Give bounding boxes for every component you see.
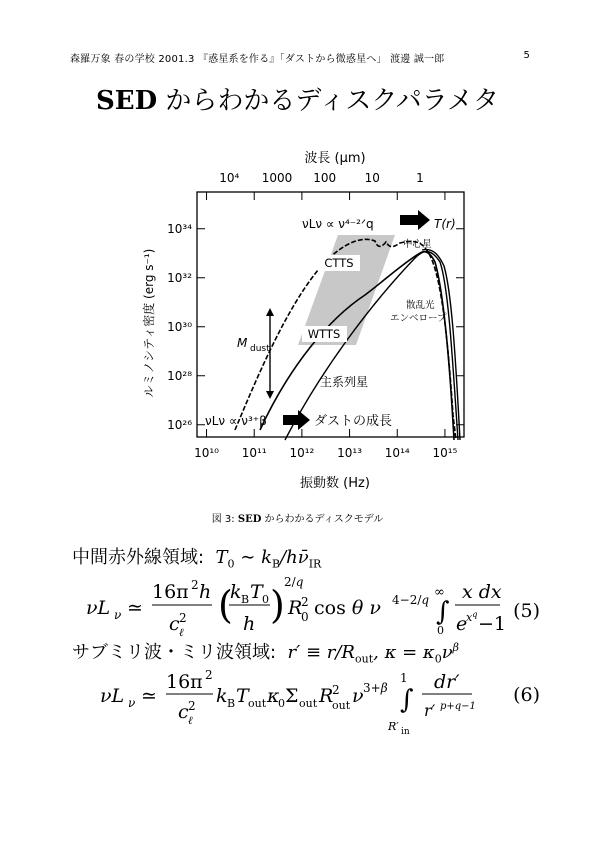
svg-text:≃: ≃	[127, 597, 143, 619]
svg-text:∫: ∫	[400, 685, 414, 715]
mdust-arrow-down	[266, 391, 274, 399]
svg-text:0: 0	[301, 610, 309, 624]
x-tick-label: 10¹⁰	[194, 446, 219, 460]
svg-text:B: B	[227, 697, 236, 710]
running-header	[70, 50, 530, 66]
upper-law-label: νLν ∝ ν⁴⁻²ᐟq	[302, 217, 374, 231]
svg-text:x dx: x dx	[462, 581, 502, 603]
svg-text:νL: νL	[100, 685, 125, 707]
main-sequence-label: 主系列星	[320, 375, 369, 389]
mdust-label: M	[237, 336, 248, 350]
x-tick-label: 10¹³	[337, 446, 363, 460]
svg-text:B: B	[241, 593, 250, 606]
lower-arrow-label: ダストの成長	[314, 414, 393, 429]
top-tick-label: 100	[313, 171, 337, 185]
y-tick-label: 10³⁰	[167, 319, 192, 334]
svg-text:T: T	[250, 581, 263, 603]
svg-text:ℓ: ℓ	[179, 626, 184, 639]
central-star-label: 中心星	[403, 239, 432, 250]
svg-text:∫: ∫	[436, 597, 450, 627]
x-tick-label: 10¹⁴	[384, 446, 410, 460]
caption-rest: からわかるディスクモデル	[261, 514, 384, 525]
svg-text:xq: $x^q$	[466, 610, 478, 624]
upper-arrow-icon	[400, 210, 430, 230]
svg-text:e: e	[456, 613, 468, 635]
caption-bold: SED	[237, 514, 262, 525]
y-axis-label: ルミノシティ密度 (erg s⁻¹)	[142, 248, 156, 398]
svg-text:c: c	[178, 701, 189, 723]
svg-text:in: in	[401, 727, 410, 737]
mdust-arrow-up	[266, 308, 274, 316]
sed-figure	[120, 140, 480, 500]
page-number: 5	[523, 50, 530, 61]
section2-condition: $r' \equiv r/R_{out}$, $\kappa = \kappa_0\nu^\beta$	[281, 641, 460, 666]
svg-text:0: 0	[262, 593, 269, 606]
y-tick-label: 10²⁸	[167, 368, 192, 383]
svg-text:h: h	[243, 613, 256, 635]
svg-text:2: 2	[301, 595, 309, 609]
svg-text:k: k	[230, 581, 242, 603]
svg-text:(: (	[218, 583, 233, 627]
svg-text:h: h	[199, 581, 212, 603]
svg-text:2: 2	[205, 668, 213, 682]
svg-text:2: 2	[188, 699, 196, 713]
svg-text:R′: R′	[388, 720, 399, 733]
equation-6-number: (6)	[513, 684, 540, 706]
svg-text:R: R	[319, 685, 334, 707]
section2-heading	[72, 638, 459, 666]
x-axis-label: 振動数 (Hz)	[300, 476, 370, 491]
svg-text:r′: r′	[424, 701, 436, 720]
equation-5-math	[70, 572, 507, 640]
svg-text:2: 2	[179, 611, 187, 625]
title-bold: SED	[96, 86, 158, 116]
svg-text:16π: 16π	[166, 671, 203, 693]
svg-text:0: 0	[437, 624, 444, 637]
x-tick-label: 10¹²	[289, 446, 315, 460]
y-tick-labels	[167, 222, 192, 432]
svg-text:Σ: Σ	[285, 685, 299, 707]
svg-text:cos θ ν: cos θ ν	[314, 597, 381, 619]
svg-text:p+q−1: p+q−1	[440, 701, 476, 712]
lower-arrow-icon	[283, 410, 310, 430]
top-tick-label: 1	[416, 171, 424, 185]
section1-label: 中間赤外線領域:	[72, 547, 205, 568]
top-tick-labels	[219, 171, 424, 185]
title-rest: からわかるディスクパラメタ	[157, 86, 499, 116]
svg-text:R: R	[288, 597, 303, 619]
svg-text:out: out	[248, 697, 267, 710]
svg-text:out: out	[332, 699, 351, 712]
svg-text:16π: 16π	[152, 581, 189, 603]
svg-text:2/q: 2/q	[284, 575, 304, 589]
section1-heading	[72, 543, 321, 571]
top-axis-label: 波長 (μm)	[304, 151, 366, 166]
top-tick-label: 1000	[261, 171, 293, 185]
y-tick-label: 10²⁶	[167, 417, 192, 432]
svg-text:≃: ≃	[141, 685, 157, 707]
y-tick-label: 10³²	[167, 270, 192, 285]
svg-text:κ: κ	[267, 685, 280, 707]
section1-condition: $T_0$ ∼ $k_B/h\nū_{IR}$	[209, 547, 322, 571]
top-tick-label: 10⁴	[219, 171, 240, 185]
central-star-curve	[422, 250, 460, 440]
mdust-subscript: dust	[250, 344, 270, 354]
envelope-label: エンベロープ	[390, 313, 447, 324]
header-text: 森羅万象 春の学校 2001.3 『惑星系を作る』「ダストから微惑星へ」 渡邊 誠一郎	[70, 54, 445, 65]
caption-prefix: 図 3:	[211, 514, 238, 525]
svg-text:ν: ν	[352, 685, 364, 707]
svg-text:νL: νL	[86, 597, 111, 619]
lower-law-label: νLν ∝ ν³⁺β	[205, 414, 267, 428]
wtts-label: WTTS	[307, 327, 341, 341]
equation-6-math	[70, 666, 500, 738]
svg-text:ν: ν	[128, 696, 136, 710]
svg-text:−1: −1	[478, 613, 507, 635]
svg-text:∞: ∞	[434, 585, 445, 600]
svg-text:ℓ: ℓ	[188, 714, 193, 727]
x-tick-label: 10¹⁵	[432, 446, 458, 460]
equation-6	[70, 666, 540, 738]
svg-text:dr′: dr′	[434, 671, 460, 693]
section2-label: サブミリ波・ミリ波領域:	[72, 642, 277, 663]
section-title	[0, 80, 595, 117]
top-tick-label: 10	[364, 171, 380, 185]
upper-arrow-label: T(r)	[434, 217, 456, 231]
equation-5-number: (5)	[513, 600, 540, 622]
svg-text:0: 0	[278, 697, 285, 710]
svg-text:1: 1	[400, 671, 408, 685]
svg-text:4−2/q: 4−2/q	[392, 593, 430, 607]
x-tick-label: 10¹¹	[241, 446, 267, 460]
svg-text:): )	[270, 583, 285, 627]
svg-text:k: k	[216, 685, 228, 707]
svg-text:2: 2	[191, 578, 199, 592]
svg-text:T: T	[236, 685, 249, 707]
svg-text:3+β: 3+β	[363, 681, 388, 695]
ctts-label: CTTS	[324, 256, 354, 270]
equation-5	[70, 572, 540, 640]
y-tick-label: 10³⁴	[167, 221, 192, 236]
svg-text:out: out	[299, 697, 318, 710]
x-tick-labels	[194, 446, 457, 460]
svg-text:ν: ν	[114, 608, 122, 622]
scattered-light-label: 散乱光	[406, 300, 435, 311]
svg-text:2: 2	[332, 683, 340, 697]
figure-caption	[0, 510, 595, 525]
svg-text:c: c	[169, 613, 180, 635]
